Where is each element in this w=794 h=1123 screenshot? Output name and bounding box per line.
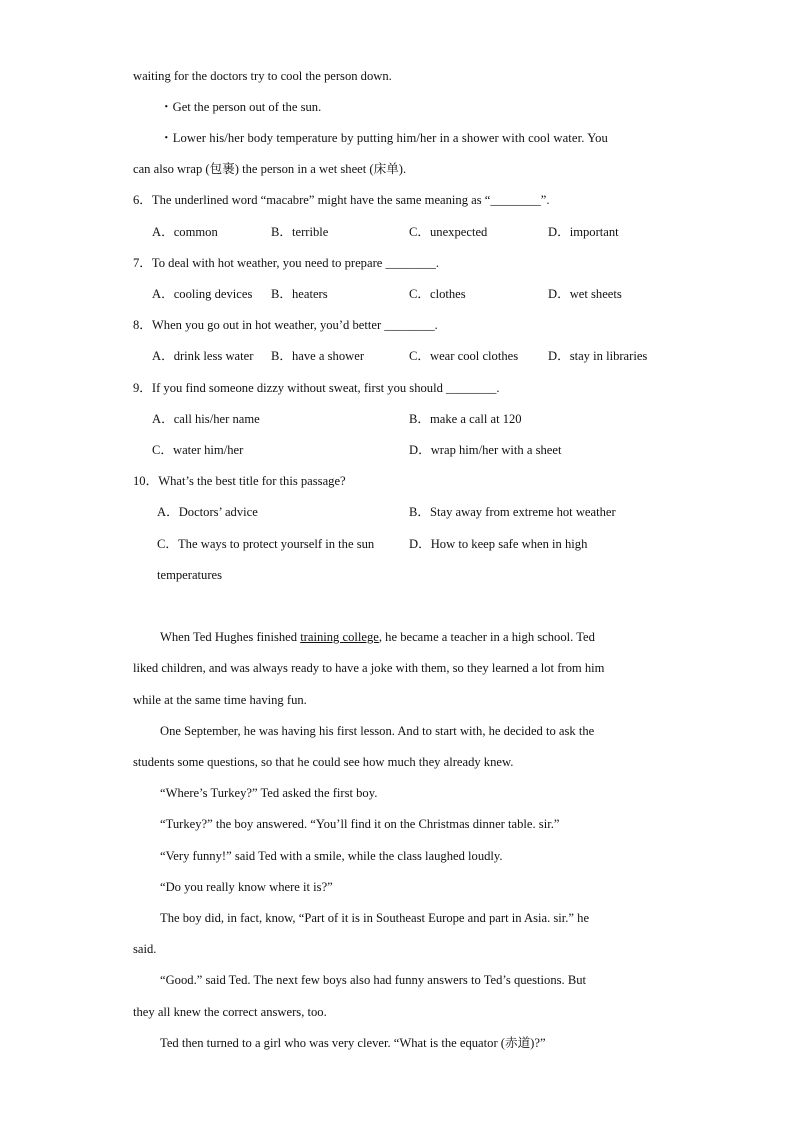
paragraph-line [160, 629, 595, 645]
option-d[interactable]: D．important [548, 225, 619, 239]
option-a[interactable]: A．drink less water [152, 349, 254, 363]
underlined-phrase: training college [300, 630, 379, 644]
option-c[interactable]: C．clothes [409, 287, 466, 301]
option-c[interactable]: C．The ways to protect yourself in the sun [157, 537, 375, 551]
question-stem: 9．If you find someone dizzy without sweat, first you should ________. [133, 381, 500, 395]
paragraph-line: “Very funny!” said Ted with a smile, while the class laughed loudly. [160, 849, 503, 863]
option-a[interactable]: A．common [152, 225, 218, 239]
paragraph-line: liked children, and was always ready to have a joke with them, so they learned a lot from him [133, 661, 605, 675]
option-c[interactable]: C．water him/her [152, 443, 244, 457]
option-d[interactable]: D．stay in libraries [548, 349, 648, 363]
option-a[interactable]: A．Doctors’ advice [157, 505, 258, 519]
bullet-continuation: can also wrap (包裹) the person in a wet sheet (床单). [133, 162, 407, 176]
paragraph-line: Ted then turned to a girl who was very clever. “What is the equator (赤道)?” [160, 1036, 546, 1050]
paragraph-line: while at the same time having fun. [133, 693, 307, 707]
paragraph-line: “Good.” said Ted. The next few boys also had funny answers to Ted’s questions. But [160, 973, 587, 987]
option-d[interactable]: D．wet sheets [548, 287, 622, 301]
paragraph-line: said. [133, 942, 157, 956]
paragraph-line: One September, he was having his first lesson. And to start with, he decided to ask the [160, 724, 595, 738]
option-a[interactable]: A．cooling devices [152, 287, 253, 301]
paragraph-line: they all knew the correct answers, too. [133, 1005, 327, 1019]
bullet-text: ・Lower his/her body temperature by putting him/her in a shower with cool water. You [160, 131, 608, 145]
paragraph-line: “Turkey?” the boy answered. “You’ll find it on the Christmas dinner table. sir.” [160, 817, 560, 831]
option-d[interactable]: D．How to keep safe when in high [409, 537, 588, 551]
paragraph-line: “Do you really know where it is?” [160, 880, 333, 894]
paragraph-line: The boy did, in fact, know, “Part of it is in Southeast Europe and part in Asia. sir.” he [160, 911, 590, 925]
option-d[interactable]: D．wrap him/her with a sheet [409, 443, 562, 457]
option-b[interactable]: B．terrible [271, 225, 329, 239]
option-c[interactable]: C．unexpected [409, 225, 488, 239]
paragraph-text: , he became a teacher in a high school. Ted [378, 630, 595, 644]
question-stem: 7．To deal with hot weather, you need to prepare ________. [133, 256, 440, 270]
option-a[interactable]: A．call his/her name [152, 412, 260, 426]
paragraph-line: “Where’s Turkey?” Ted asked the first boy. [160, 786, 378, 800]
question-stem: 8．When you go out in hot weather, you’d better ________. [133, 318, 438, 332]
option-b[interactable]: B．have a shower [271, 349, 365, 363]
option-c[interactable]: C．wear cool clothes [409, 349, 519, 363]
question-stem: 10．What’s the best title for this passage? [133, 474, 346, 488]
option-b[interactable]: B．Stay away from extreme hot weather [409, 505, 616, 519]
passage-line: waiting for the doctors try to cool the person down. [133, 69, 392, 83]
paragraph-text: When Ted Hughes finished [160, 630, 301, 644]
option-d-continuation: temperatures [157, 568, 223, 582]
option-b[interactable]: B．heaters [271, 287, 328, 301]
question-stem: 6．The underlined word “macabre” might have the same meaning as “________”. [133, 193, 550, 207]
bullet-item: ・Get the person out of the sun. [160, 100, 322, 114]
option-b[interactable]: B．make a call at 120 [409, 412, 522, 426]
paragraph-line: students some questions, so that he could see how much they already knew. [133, 755, 514, 769]
bullet-item [160, 130, 660, 146]
